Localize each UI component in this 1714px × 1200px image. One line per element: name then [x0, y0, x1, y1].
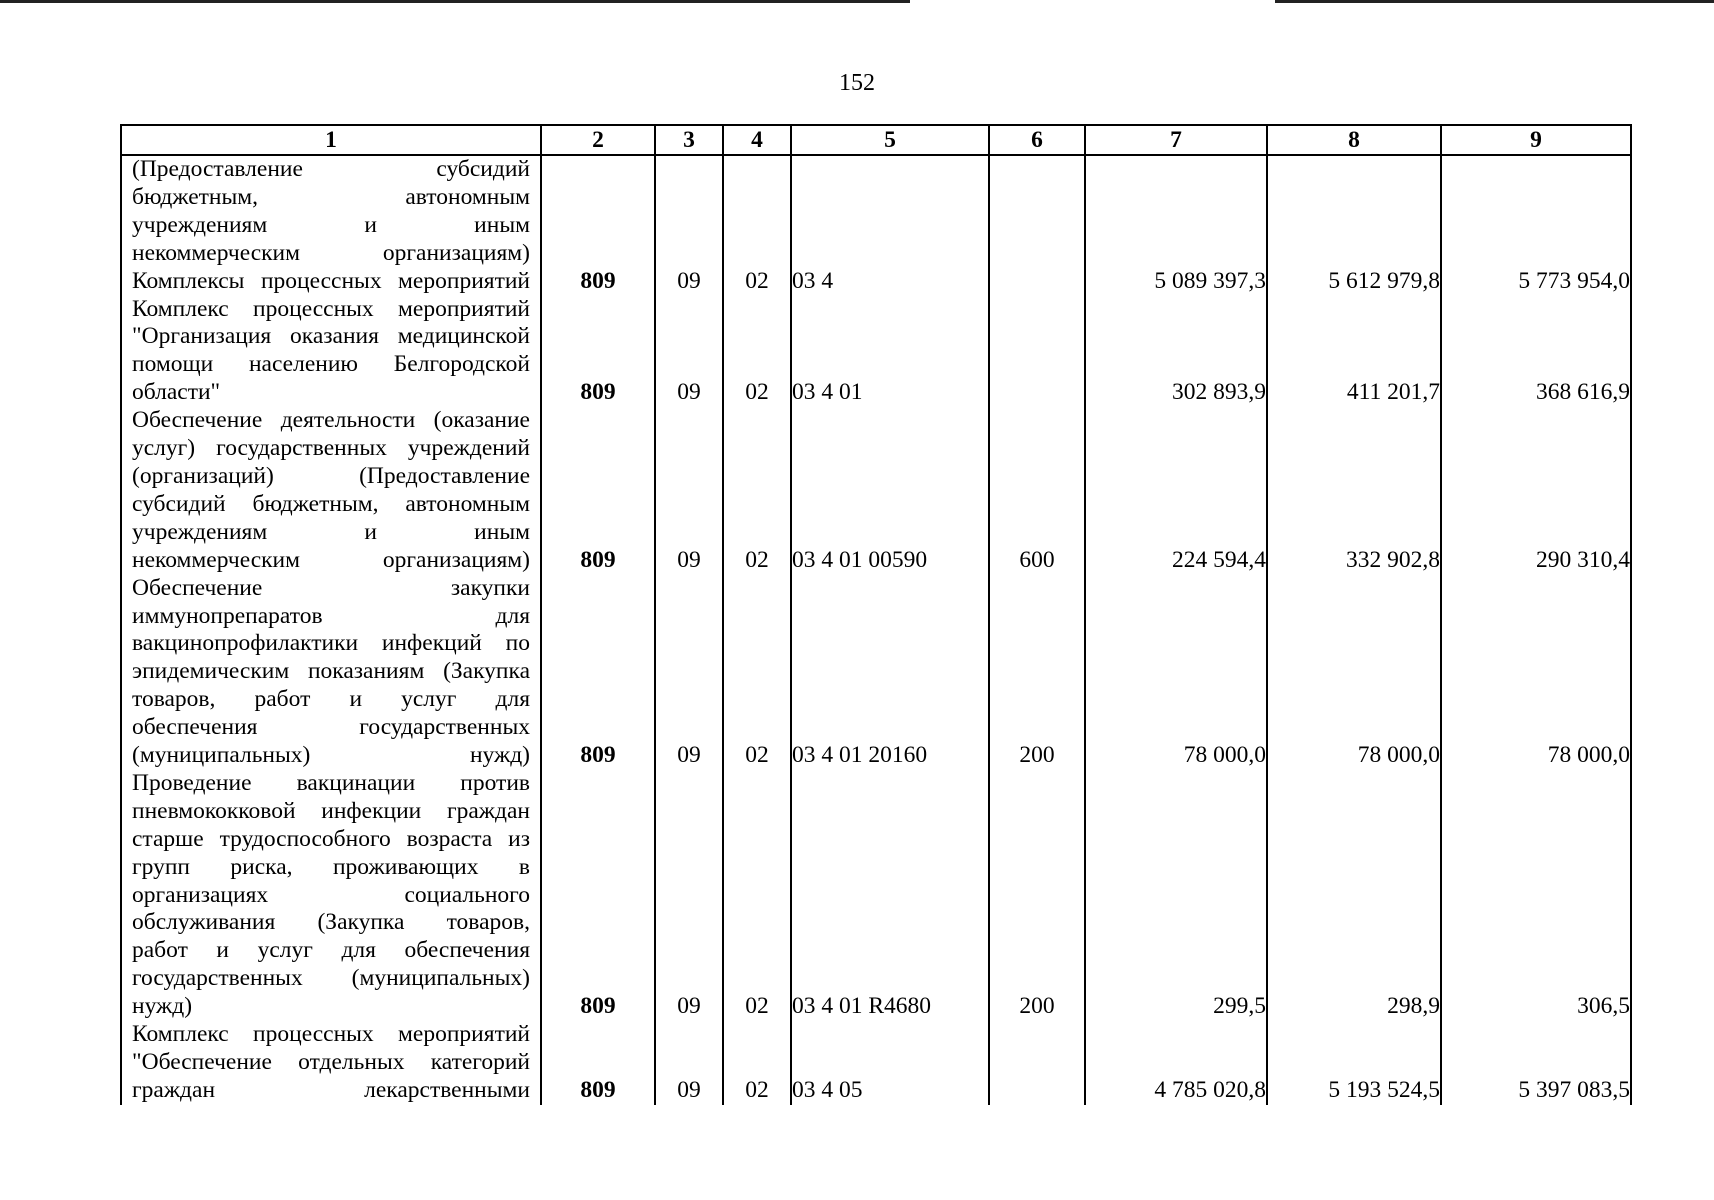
header-row [121, 125, 1631, 155]
description-line: субсидий бюджетным, автономным [132, 490, 530, 517]
description-line: (организаций) (Предоставление [132, 462, 530, 489]
amount-year-2: 5 612 979,8 [1267, 268, 1441, 296]
expense-type-code [989, 1021, 1085, 1105]
description-line: граждан лекарственными [132, 1076, 530, 1103]
col-header-9: 9 [1441, 125, 1631, 155]
description-line: групп риска, проживающих в [132, 853, 530, 880]
scan-edge-right [1275, 0, 1714, 3]
description-line: "Организация оказания медицинской [132, 323, 530, 350]
description-line: товаров, работ и услуг для [132, 686, 530, 713]
amount-year-3: 78 000,0 [1441, 575, 1631, 770]
subsection-code: 02 [723, 268, 791, 296]
amount-year-3: 290 310,4 [1441, 407, 1631, 574]
expense-type-code [989, 155, 1085, 268]
target-article-code: 03 4 05 [791, 1021, 989, 1105]
description-line: Обеспечение деятельности (оказание [132, 407, 530, 434]
amount-year-2: 411 201,7 [1267, 296, 1441, 408]
subsection-code: 02 [723, 1021, 791, 1105]
row-description [121, 1021, 541, 1105]
description-line: обслуживания (Закупка товаров, [132, 909, 530, 936]
description-line: некоммерческим организациям) [132, 239, 530, 266]
col-header-1: 1 [121, 125, 541, 155]
budget-table [120, 124, 1632, 1105]
section-code: 09 [655, 1021, 723, 1105]
description-line: услуг) государственных учреждений [132, 435, 530, 462]
description-line: государственных (муниципальных) [132, 965, 530, 992]
amount-year-1: 302 893,9 [1085, 296, 1267, 408]
ministry-code: 809 [541, 1021, 655, 1105]
amount-year-2: 5 193 524,5 [1267, 1021, 1441, 1105]
amount-year-3 [1441, 155, 1631, 268]
description-line: эпидемическим показаниям (Закупка [132, 658, 530, 685]
description-line: работ и услуг для обеспечения [132, 937, 530, 964]
table-body [121, 155, 1631, 1105]
description-line: (муниципальных) нужд) [132, 742, 530, 769]
row-description [121, 268, 541, 296]
target-article-code: 03 4 01 00590 [791, 407, 989, 574]
table-row [121, 155, 1631, 268]
expense-type-code: 200 [989, 575, 1085, 770]
description-line: Обеспечение закупки [132, 574, 530, 601]
ministry-code: 809 [541, 575, 655, 770]
table-row [121, 770, 1631, 1021]
section-code: 09 [655, 268, 723, 296]
amount-year-1: 4 785 020,8 [1085, 1021, 1267, 1105]
amount-year-1: 78 000,0 [1085, 575, 1267, 770]
description-line: Комплексы процессных мероприятий [132, 267, 530, 294]
description-line: Комплекс процессных мероприятий [132, 1021, 530, 1048]
amount-year-3: 306,5 [1441, 770, 1631, 1021]
col-header-2: 2 [541, 125, 655, 155]
description-line: (Предоставление субсидий [132, 156, 530, 182]
description-line: помощи населению Белгородской [132, 351, 530, 378]
ministry-code: 809 [541, 770, 655, 1021]
description-line: "Обеспечение отдельных категорий [132, 1049, 530, 1075]
amount-year-3: 368 616,9 [1441, 296, 1631, 408]
expense-type-code [989, 296, 1085, 408]
row-description [121, 407, 541, 574]
amount-year-1: 5 089 397,3 [1085, 268, 1267, 296]
table-row [121, 575, 1631, 770]
ministry-code: 809 [541, 407, 655, 574]
scan-edge-left [0, 0, 910, 3]
col-header-4: 4 [723, 125, 791, 155]
description-line: организациях социального [132, 881, 530, 908]
row-description [121, 575, 541, 770]
target-article-code: 03 4 01 R4680 [791, 770, 989, 1021]
description-line: учреждениям и иным [132, 211, 530, 238]
description-line: области" [132, 379, 221, 406]
description-line: старше трудоспособного возраста из [132, 825, 530, 852]
target-article-code: 03 4 [791, 268, 989, 296]
amount-year-2 [1267, 155, 1441, 268]
row-description [121, 155, 541, 268]
ministry-code: 809 [541, 268, 655, 296]
expense-type-code: 200 [989, 770, 1085, 1021]
section-code: 09 [655, 407, 723, 574]
description-line: некоммерческим организациям) [132, 546, 530, 573]
row-description [121, 770, 541, 1021]
section-code: 09 [655, 575, 723, 770]
description-line: вакцинопрофилактики инфекций по [132, 630, 530, 657]
target-article-code: 03 4 01 20160 [791, 575, 989, 770]
amount-year-3: 5 773 954,0 [1441, 268, 1631, 296]
section-code: 09 [655, 296, 723, 408]
table-row [121, 1021, 1631, 1105]
description-line: Проведение вакцинации против [132, 769, 530, 796]
table-row [121, 296, 1631, 408]
subsection-code: 02 [723, 770, 791, 1021]
section-code: 09 [655, 770, 723, 1021]
description-line: Комплекс процессных мероприятий [132, 295, 530, 322]
col-header-8: 8 [1267, 125, 1441, 155]
section-code [655, 155, 723, 268]
description-line: пневмококковой инфекции граждан [132, 797, 530, 824]
amount-year-1 [1085, 155, 1267, 268]
target-article-code: 03 4 01 [791, 296, 989, 408]
expense-type-code [989, 268, 1085, 296]
ministry-code [541, 155, 655, 268]
subsection-code: 02 [723, 407, 791, 574]
col-header-6: 6 [989, 125, 1085, 155]
col-header-7: 7 [1085, 125, 1267, 155]
subsection-code: 02 [723, 296, 791, 408]
row-description [121, 296, 541, 408]
description-line: обеспечения государственных [132, 714, 530, 741]
ministry-code: 809 [541, 296, 655, 408]
amount-year-2: 298,9 [1267, 770, 1441, 1021]
subsection-code [723, 155, 791, 268]
table-row [121, 407, 1631, 574]
col-header-5: 5 [791, 125, 989, 155]
subsection-code: 02 [723, 575, 791, 770]
description-line: учреждениям и иным [132, 518, 530, 545]
amount-year-2: 78 000,0 [1267, 575, 1441, 770]
amount-year-1: 224 594,4 [1085, 407, 1267, 574]
amount-year-1: 299,5 [1085, 770, 1267, 1021]
table-row [121, 268, 1631, 296]
amount-year-2: 332 902,8 [1267, 407, 1441, 574]
col-header-3: 3 [655, 125, 723, 155]
description-line: иммунопрепаратов для [132, 602, 530, 629]
amount-year-3: 5 397 083,5 [1441, 1021, 1631, 1105]
description-line: бюджетным, автономным [132, 183, 530, 210]
expense-type-code: 600 [989, 407, 1085, 574]
page-number: 152 [839, 70, 875, 96]
description-line: нужд) [132, 993, 193, 1020]
target-article-code [791, 155, 989, 268]
